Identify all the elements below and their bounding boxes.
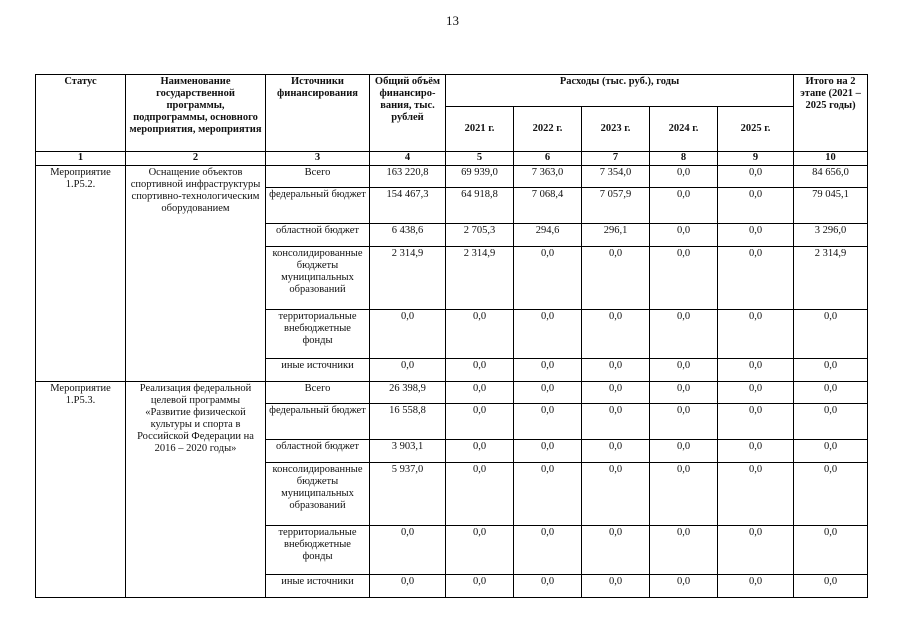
year-amount-cell: 0,0 (650, 462, 718, 525)
year-amount-cell: 296,1 (582, 223, 650, 246)
total-funding-cell: 3 903,1 (370, 439, 446, 462)
year-amount-cell: 0,0 (446, 574, 514, 597)
total-funding-cell: 0,0 (370, 358, 446, 381)
stage-total-cell: 0,0 (794, 439, 868, 462)
year-amount-cell: 0,0 (514, 462, 582, 525)
header-name: Наименование государственной программы, подпрограммы, основного мероприятия, мероприятия (126, 75, 266, 152)
year-amount-cell: 0,0 (514, 246, 582, 309)
year-amount-cell: 0,0 (650, 166, 718, 188)
header-sources: Источники финансирования (266, 75, 370, 152)
year-amount-cell: 0,0 (718, 439, 794, 462)
year-amount-cell: 0,0 (718, 358, 794, 381)
year-amount-cell: 0,0 (650, 404, 718, 439)
year-amount-cell: 0,0 (514, 381, 582, 403)
header-stage-total: Итого на 2 этапе (2021 – 2025 годы) (794, 75, 868, 152)
header-expenses: Расходы (тыс. руб.), годы (446, 75, 794, 107)
year-amount-cell: 0,0 (446, 525, 514, 574)
year-amount-cell: 0,0 (718, 223, 794, 246)
column-numbers-row (36, 152, 868, 166)
table-row (36, 166, 868, 188)
year-amount-cell: 0,0 (582, 381, 650, 403)
year-amount-cell: 0,0 (582, 525, 650, 574)
funding-source: федеральный бюджет (266, 404, 370, 439)
year-amount-cell: 0,0 (514, 574, 582, 597)
column-number: 2 (126, 152, 266, 166)
stage-total-cell: 0,0 (794, 381, 868, 403)
year-amount-cell: 0,0 (718, 404, 794, 439)
year-amount-cell: 0,0 (718, 246, 794, 309)
total-funding-cell: 0,0 (370, 574, 446, 597)
stage-total-cell: 0,0 (794, 404, 868, 439)
year-amount-cell: 2 314,9 (446, 246, 514, 309)
measure-status: Мероприятие 1.Р5.3. (36, 381, 126, 597)
total-funding-cell: 5 937,0 (370, 462, 446, 525)
funding-source: консолидированные бюджеты муниципальных образований (266, 462, 370, 525)
stage-total-cell: 2 314,9 (794, 246, 868, 309)
year-amount-cell: 0,0 (582, 574, 650, 597)
year-amount-cell: 0,0 (446, 358, 514, 381)
table-header (36, 75, 868, 166)
column-number: 10 (794, 152, 868, 166)
year-amount-cell: 0,0 (718, 381, 794, 403)
year-amount-cell: 0,0 (514, 309, 582, 358)
year-amount-cell: 0,0 (446, 462, 514, 525)
year-amount-cell: 0,0 (650, 309, 718, 358)
header-year: 2021 г. (446, 107, 514, 152)
year-amount-cell: 0,0 (514, 404, 582, 439)
measure-name: Реализация федеральной целевой программы «Развитие физической культуры и спорта в Российской Федерации на 2016 – 2020 годы» (126, 381, 266, 597)
funding-source: Всего (266, 166, 370, 188)
funding-source: иные источники (266, 574, 370, 597)
measure-status: Мероприятие 1.Р5.2. (36, 166, 126, 382)
year-amount-cell: 2 705,3 (446, 223, 514, 246)
column-number: 1 (36, 152, 126, 166)
year-amount-cell: 0,0 (650, 246, 718, 309)
page-number: 13 (446, 13, 459, 28)
stage-total-cell: 0,0 (794, 358, 868, 381)
header-year: 2024 г. (650, 107, 718, 152)
year-amount-cell: 0,0 (582, 358, 650, 381)
header-year: 2023 г. (582, 107, 650, 152)
table-body (36, 166, 868, 598)
column-number: 4 (370, 152, 446, 166)
year-amount-cell: 0,0 (650, 525, 718, 574)
total-funding-cell: 6 438,6 (370, 223, 446, 246)
column-number: 6 (514, 152, 582, 166)
year-amount-cell: 7 057,9 (582, 188, 650, 223)
header-year: 2022 г. (514, 107, 582, 152)
column-number: 3 (266, 152, 370, 166)
funding-source: федеральный бюджет (266, 188, 370, 223)
table-row (36, 381, 868, 403)
year-amount-cell: 0,0 (446, 439, 514, 462)
year-amount-cell: 69 939,0 (446, 166, 514, 188)
year-amount-cell: 294,6 (514, 223, 582, 246)
year-amount-cell: 0,0 (514, 439, 582, 462)
year-amount-cell: 0,0 (650, 188, 718, 223)
funding-source: Всего (266, 381, 370, 403)
year-amount-cell: 0,0 (514, 358, 582, 381)
year-amount-cell: 0,0 (718, 309, 794, 358)
stage-total-cell: 0,0 (794, 462, 868, 525)
year-amount-cell: 0,0 (718, 574, 794, 597)
budget-table (35, 74, 868, 598)
year-amount-cell: 0,0 (650, 574, 718, 597)
total-funding-cell: 163 220,8 (370, 166, 446, 188)
header-year: 2025 г. (718, 107, 794, 152)
total-funding-cell: 16 558,8 (370, 404, 446, 439)
year-amount-cell: 7 363,0 (514, 166, 582, 188)
year-amount-cell: 7 354,0 (582, 166, 650, 188)
year-amount-cell: 0,0 (582, 439, 650, 462)
total-funding-cell: 0,0 (370, 525, 446, 574)
year-amount-cell: 0,0 (650, 358, 718, 381)
funding-source: территориальные внебюджетные фонды (266, 309, 370, 358)
column-number: 9 (718, 152, 794, 166)
year-amount-cell: 0,0 (514, 525, 582, 574)
stage-total-cell: 3 296,0 (794, 223, 868, 246)
funding-source: иные источники (266, 358, 370, 381)
year-amount-cell: 0,0 (650, 381, 718, 403)
year-amount-cell: 0,0 (446, 381, 514, 403)
year-amount-cell: 0,0 (446, 404, 514, 439)
funding-source: областной бюджет (266, 439, 370, 462)
header-status: Статус (36, 75, 126, 152)
stage-total-cell: 0,0 (794, 309, 868, 358)
total-funding-cell: 154 467,3 (370, 188, 446, 223)
header-total: Общий объём финансиро-вания, тыс. рублей (370, 75, 446, 152)
column-number: 5 (446, 152, 514, 166)
year-amount-cell: 0,0 (582, 309, 650, 358)
stage-total-cell: 0,0 (794, 525, 868, 574)
year-amount-cell: 0,0 (582, 404, 650, 439)
stage-total-cell: 0,0 (794, 574, 868, 597)
column-number: 7 (582, 152, 650, 166)
year-amount-cell: 0,0 (718, 166, 794, 188)
stage-total-cell: 84 656,0 (794, 166, 868, 188)
funding-source: областной бюджет (266, 223, 370, 246)
year-amount-cell: 0,0 (650, 439, 718, 462)
total-funding-cell: 2 314,9 (370, 246, 446, 309)
stage-total-cell: 79 045,1 (794, 188, 868, 223)
year-amount-cell: 0,0 (718, 525, 794, 574)
total-funding-cell: 26 398,9 (370, 381, 446, 403)
year-amount-cell: 0,0 (718, 462, 794, 525)
year-amount-cell: 0,0 (582, 246, 650, 309)
year-amount-cell: 0,0 (582, 462, 650, 525)
year-amount-cell: 0,0 (446, 309, 514, 358)
year-amount-cell: 0,0 (650, 223, 718, 246)
total-funding-cell: 0,0 (370, 309, 446, 358)
year-amount-cell: 7 068,4 (514, 188, 582, 223)
measure-name: Оснащение объектов спортивной инфраструктуры спортивно-технологическим оборудованием (126, 166, 266, 382)
year-amount-cell: 0,0 (718, 188, 794, 223)
column-number: 8 (650, 152, 718, 166)
funding-source: консолидированные бюджеты муниципальных образований (266, 246, 370, 309)
year-amount-cell: 64 918,8 (446, 188, 514, 223)
funding-source: территориальные внебюджетные фонды (266, 525, 370, 574)
